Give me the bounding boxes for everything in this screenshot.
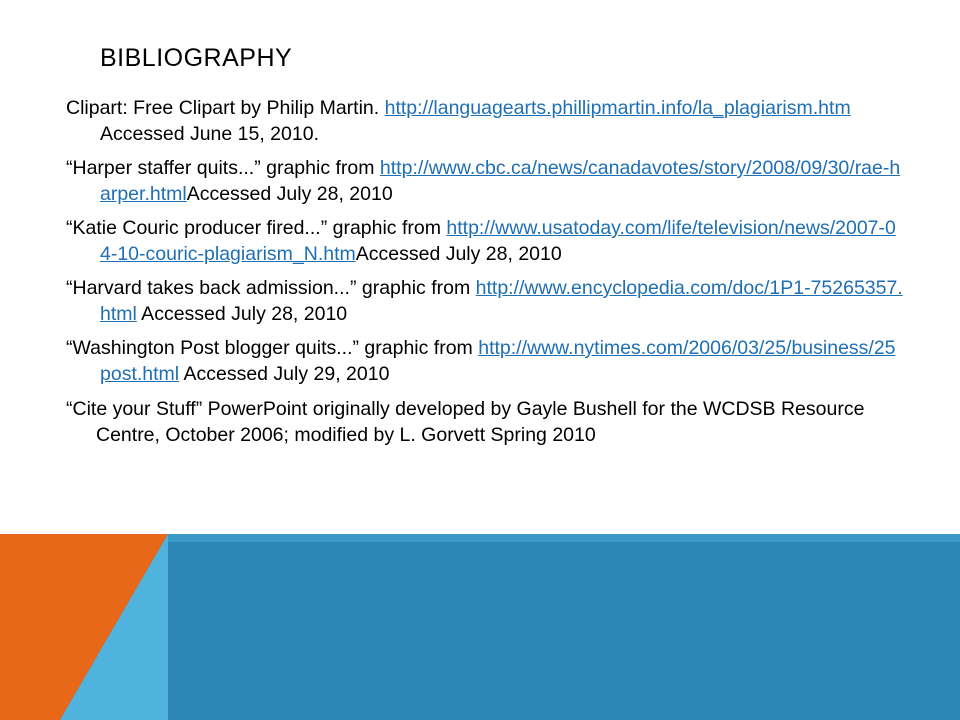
list-item: [66, 276, 906, 327]
list-item: [66, 96, 906, 147]
decoration-top-gap: [0, 528, 960, 534]
decoration-dark-blue-wedge: [60, 534, 960, 720]
decoration-light-blue-band: [0, 534, 960, 720]
entry-text: “Katie Couric producer fired...” graphic from: [66, 217, 447, 239]
entry-text-trailing: Accessed June 15, 2010.: [100, 122, 319, 145]
decoration-orange-block: [0, 534, 168, 720]
slide-decoration: [0, 528, 960, 720]
decoration-light-triangle: [60, 534, 168, 720]
entry-text-trailing: Accessed July 28, 2010: [136, 302, 348, 325]
page-title: BIBLIOGRAPHY: [100, 44, 293, 72]
decoration-shapes: [0, 528, 960, 720]
entry-text: “Cite your Stuff” PowerPoint originally developed by Gayle Bushell for the WCDSB Resource Centre, October 2006; modified by L. Gorvett Spring 2010: [66, 398, 865, 446]
entry-text-trailing: Accessed July 29, 2010: [179, 362, 390, 385]
list-item: [66, 397, 906, 448]
list-item: [66, 156, 906, 207]
entry-link[interactable]: http://www.cbc.ca/news/canadavotes/story/2008/09/30/rae-harper.html: [100, 157, 901, 205]
entry-text: “Washington Post blogger quits...” graphic from: [66, 337, 479, 359]
decoration-highlight-stripe: [168, 534, 960, 542]
list-item: [66, 216, 906, 267]
bibliography-list: [66, 96, 906, 457]
entry-link[interactable]: http://languagearts.phillipmartin.info/la_plagiarism.htm: [384, 97, 851, 119]
entry-text: “Harper staffer quits...” graphic from: [66, 157, 380, 179]
entry-text-trailing: Accessed July 28, 2010: [186, 182, 393, 205]
entry-link[interactable]: http://www.usatoday.com/life/television/news/2007-04-10-couric-plagiarism_N.htm: [100, 217, 896, 265]
entry-link[interactable]: http://www.encyclopedia.com/doc/1P1-75265357.html: [100, 277, 903, 325]
entry-text: “Harvard takes back admission...” graphic from: [66, 277, 476, 299]
entry-text-trailing: Accessed July 28, 2010: [355, 242, 562, 265]
entry-link[interactable]: http://www.nytimes.com/2006/03/25/business/25post.html: [100, 337, 896, 385]
list-item: [66, 336, 906, 387]
entry-text: Clipart: Free Clipart by Philip Martin.: [66, 97, 385, 119]
